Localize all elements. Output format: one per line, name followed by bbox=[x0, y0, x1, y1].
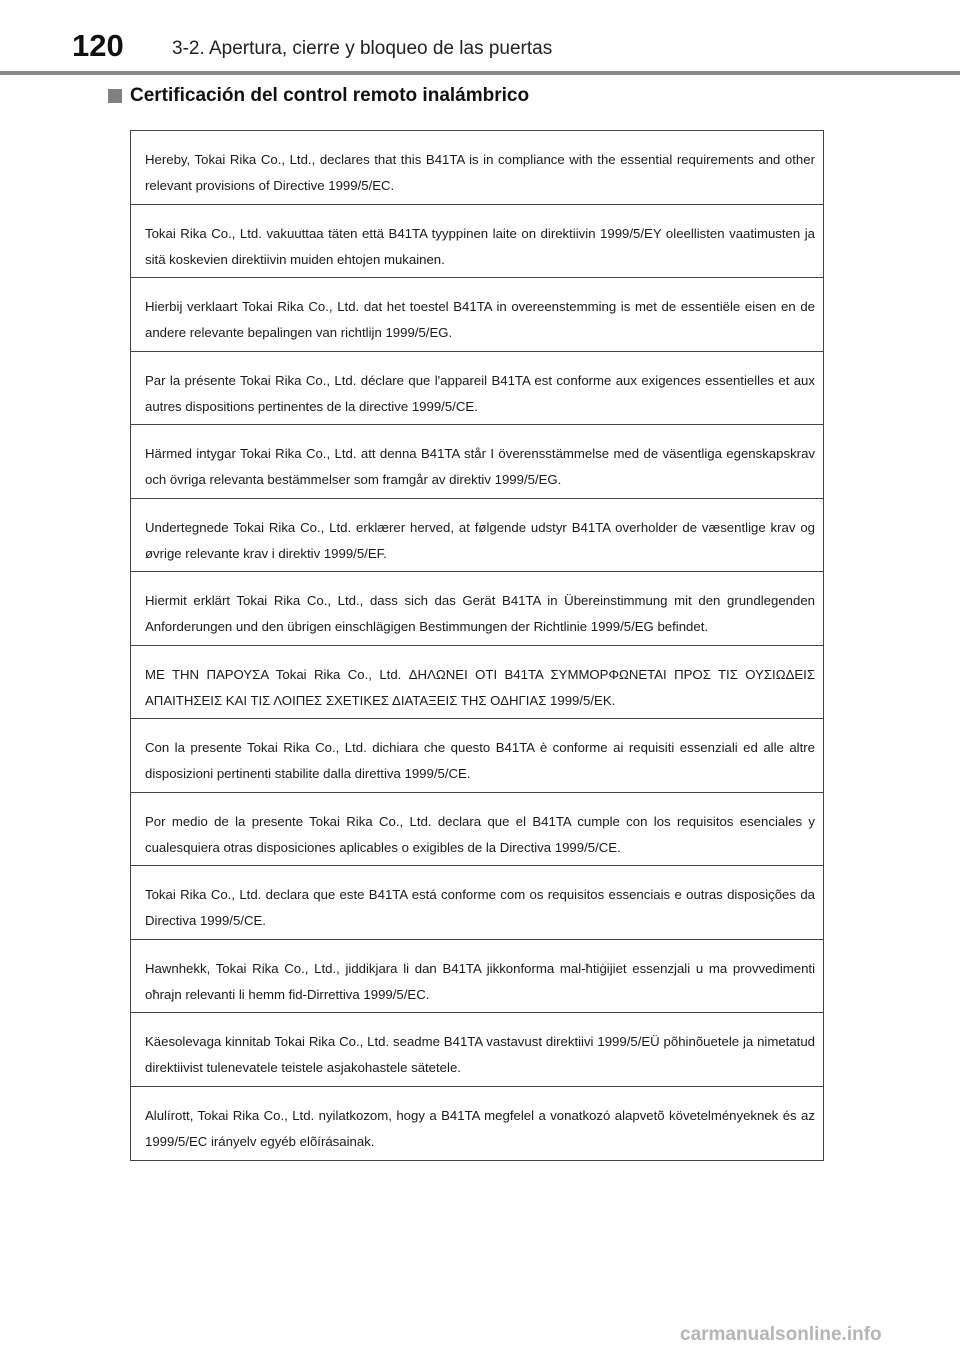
declarations-table bbox=[130, 130, 824, 1161]
declaration-german: Hiermit erklärt Tokai Rika Co., Ltd., dass sich das Gerät B41TA in Übereinstimmung mit den grundlegenden Anforderungen und den übrigen einschlägigen Bestimmungen der Richtlinie 1999/5/EG befindet. bbox=[131, 572, 823, 646]
declaration-french: Par la présente Tokai Rika Co., Ltd. déclare que l'appareil B41TA est conforme aux exigences essentielles et aux autres dispositions pertinentes de la directive 1999/5/CE. bbox=[131, 352, 823, 426]
declaration-dutch: Hierbij verklaart Tokai Rika Co., Ltd. dat het toestel B41TA in overeenstemming is met de essentiële eisen en de andere relevante bepalingen van richtlijn 1999/5/EG. bbox=[131, 278, 823, 352]
declaration-italian: Con la presente Tokai Rika Co., Ltd. dichiara che questo B41TA è conforme ai requisiti essenziali ed alle altre disposizioni pertinenti stabilite dalla direttiva 1999/5/CE. bbox=[131, 719, 823, 793]
page-header bbox=[0, 0, 960, 76]
section-heading bbox=[108, 85, 529, 107]
declaration-english: Hereby, Tokai Rika Co., Ltd., declares that this B41TA is in compliance with the essential requirements and other relevant provisions of Directive 1999/5/EC. bbox=[131, 131, 823, 205]
square-bullet-icon bbox=[108, 89, 122, 103]
declaration-danish: Undertegnede Tokai Rika Co., Ltd. erklærer herved, at følgende udstyr B41TA overholder de væsentlige krav og øvrige relevante krav i direktiv 1999/5/EF. bbox=[131, 499, 823, 573]
declaration-greek: ΜΕ ΤΗΝ ΠΑΡΟΥΣΑ Tokai Rika Co., Ltd. ΔΗΛΩΝΕΙ ΟΤΙ B41TA ΣΥΜΜΟΡΦΩΝΕΤΑΙ ΠΡΟΣ ΤΙΣ ΟΥΣΙΩΔΕΙΣ ΑΠΑΙΤΗΣΕΙΣ ΚΑΙ ΤΙΣ ΛΟΙΠΕΣ ΣΧΕΤΙΚΕΣ ΔΙΑΤΑΞΕΙΣ ΤΗΣ ΟΔΗΓΙΑΣ 1999/5/ΕΚ. bbox=[131, 646, 823, 720]
declaration-hungarian: Alulírott, Tokai Rika Co., Ltd. nyilatkozom, hogy a B41TA megfelel a vonatkozó alapvetõ követelményeknek és az 1999/5/EC irányelv egyéb elõírásainak. bbox=[145, 1107, 815, 1149]
declaration-spanish: Por medio de la presente Tokai Rika Co., Ltd. declara que el B41TA cumple con los requisitos esenciales y cualesquiera otras disposiciones aplicables o exigibles de la Directiva 1999/5/CE. bbox=[131, 793, 823, 867]
header-rule bbox=[0, 71, 960, 75]
declaration-estonian: Käesolevaga kinnitab Tokai Rika Co., Ltd. seadme B41TA vastavust direktiivi 1999/5/EÜ põhinõuetele ja nimetatud direktiivist tulenevatele teistele asjakohastele sätetele. bbox=[131, 1013, 823, 1087]
site-watermark: carmanualsonline.info bbox=[680, 1324, 882, 1345]
page-number: 120 bbox=[72, 28, 124, 63]
declaration-maltese: Hawnhekk, Tokai Rika Co., Ltd., jiddikjara li dan B41TA jikkonforma mal-ħtiġijiet essenzjali u ma provvedimenti oħrajn relevanti li hemm fid-Dirrettiva 1999/5/EC. bbox=[131, 940, 823, 1014]
declaration-swedish: Härmed intygar Tokai Rika Co., Ltd. att denna B41TA står I överensstämmelse med de väsentliga egenskapskrav och övriga relevanta bestämmelser som framgår av direktiv 1999/5/EG. bbox=[131, 425, 823, 499]
section-title: Certificación del control remoto inalámbrico bbox=[130, 85, 530, 106]
declaration-finnish: Tokai Rika Co., Ltd. vakuuttaa täten että B41TA tyyppinen laite on direktiivin 1999/5/EY oleellisten vaatimusten ja sitä koskevien direktiivin muiden ehtojen mukainen. bbox=[131, 205, 823, 279]
declaration-portuguese: Tokai Rika Co., Ltd. declara que este B41TA está conforme com os requisitos essenciais e outras disposições da Directiva 1999/5/CE. bbox=[131, 866, 823, 940]
chapter-title: 3-2. Apertura, cierre y bloqueo de las puertas bbox=[172, 38, 553, 59]
